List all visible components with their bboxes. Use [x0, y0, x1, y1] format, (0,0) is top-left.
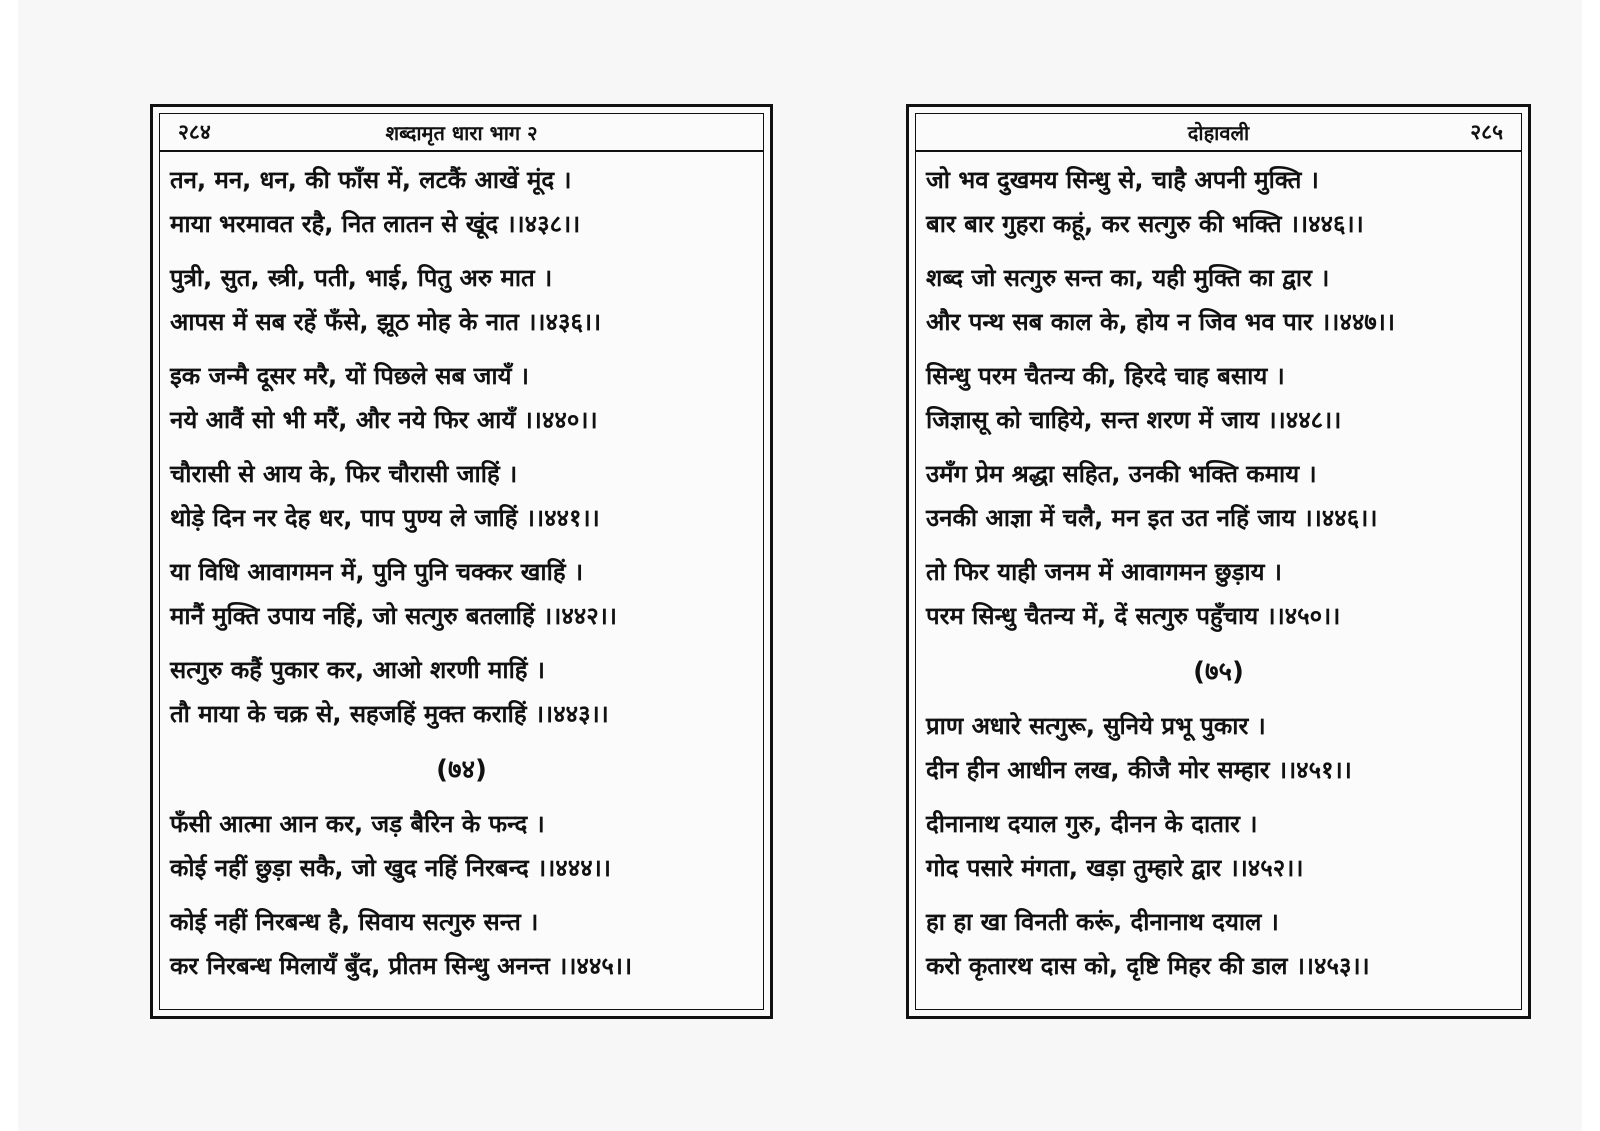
- verse-line: शब्द जो सत्गुरु सन्त का, यही मुक्ति का द्वार ।: [926, 264, 1330, 292]
- couplet-442: [170, 550, 753, 638]
- couplet-445: [170, 900, 753, 988]
- verse-line: सत्गुरु कहैं पुकार कर, आओ शरणी माहिं ।: [170, 656, 545, 684]
- verse-line: तो फिर याही जनम में आवागमन छुड़ाय ।: [926, 558, 1283, 586]
- section-number: (७५): [1193, 657, 1244, 687]
- couplet-451: [926, 704, 1511, 792]
- verse-line: जो भव दुखमय सिन्धु से, चाहै अपनी मुक्ति ।: [926, 166, 1319, 194]
- verse-line: फँसी आत्मा आन कर, जड़ बैरिन के फन्द ।: [170, 810, 545, 838]
- couplet-440: [170, 354, 753, 442]
- verse-line: तौ माया के चक्र से, सहजहिं मुक्त कराहिं ।।४४३।।: [170, 700, 609, 728]
- couplet-453: [926, 900, 1511, 988]
- verse-line: या विधि आवागमन में, पुनि पुनि चक्कर खाहिं ।: [170, 558, 584, 586]
- verse-line: उमँग प्रेम श्रद्धा सहित, उनकी भक्ति कमाय ।: [926, 460, 1317, 488]
- verse-line: बार बार गुहरा कहूं, कर सत्गुरु की भक्ति ।।४४६।।: [926, 210, 1364, 238]
- right-page-title: दोहावली: [1187, 121, 1250, 145]
- verse-line: दीनानाथ दयाल गुरु, दीनन के दातार ।: [926, 810, 1258, 838]
- right-page: [906, 104, 1531, 1019]
- verse-line: चौरासी से आय के, फिर चौरासी जाहिं ।: [170, 460, 518, 488]
- left-page-body: [170, 158, 753, 998]
- verse-line: पुत्री, सुत, स्त्री, पती, भाई, पितु अरु मात ।: [170, 264, 553, 292]
- right-page-body: [926, 158, 1511, 998]
- verse-line: सिन्धु परम चैतन्य की, हिरदे चाह बसाय ।: [926, 362, 1285, 390]
- verse-line: दीन हीन आधीन लख, कीजै मोर सम्हार ।।४५१।।: [926, 756, 1352, 784]
- verse-line: हा हा खा विनती करूं, दीनानाथ दयाल ।: [926, 908, 1279, 936]
- verse-line: प्राण अधारे सत्गुरू, सुनिये प्रभू पुकार ।: [926, 712, 1266, 740]
- couplet-444: [170, 802, 753, 890]
- verse-line: थोड़े दिन नर देह धर, पाप पुण्य ले जाहिं ।।४४१।।: [170, 504, 600, 532]
- verse-line: आपस में सब रहें फँसे, झूठ मोह के नात ।।४३६।।: [170, 308, 602, 336]
- couplet-448: [926, 354, 1511, 442]
- verse-line: कर निरबन्ध मिलायँ बुँद, प्रीतम सिन्धु अनन्त ।।४४५।।: [170, 952, 633, 980]
- verse-line: और पन्थ सब काल के, होय न जिव भव पार ।।४४७।।: [926, 308, 1395, 336]
- section-number: (७४): [436, 755, 487, 785]
- verse-line: उनकी आज्ञा में चलै, मन इत उत नहिं जाय ।।४४६।।: [926, 504, 1378, 532]
- verse-line: कोई नहीं निरबन्ध है, सिवाय सत्गुरु सन्त ।: [170, 908, 539, 936]
- right-page-header: [916, 114, 1521, 152]
- scanned-book-spread: [18, 0, 1582, 1131]
- verse-line: जिज्ञासू को चाहिये, सन्त शरण में जाय ।।४४८।।: [926, 406, 1342, 434]
- right-page-number: २८५: [1470, 120, 1503, 144]
- verse-line: नये आवैं सो भी मरैं, और नये फिर आयँ ।।४४०।।: [170, 406, 598, 434]
- left-page-title: शब्दामृत धारा भाग २: [385, 121, 538, 145]
- verse-line: करो कृतारथ दास को, दृष्टि मिहर की डाल ।।४५३।।: [926, 952, 1370, 980]
- left-page-number: २८४: [178, 120, 211, 144]
- left-page-header: [160, 114, 763, 152]
- verse-line: परम सिन्धु चैतन्य में, दें सत्गुरु पहुँचाय ।।४५०।।: [926, 602, 1341, 630]
- couplet-446: [926, 158, 1511, 246]
- couplet-441: [170, 452, 753, 540]
- right-page-frame: [915, 113, 1522, 1010]
- verse-line: मानैं मुक्ति उपाय नहिं, जो सत्गुरु बतलाहिं ।।४४२।।: [170, 602, 617, 630]
- couplet-438: [170, 158, 753, 246]
- couplet-449: [926, 452, 1511, 540]
- verse-line: कोई नहीं छुड़ा सकै, जो खुद नहिं निरबन्द ।।४४४।।: [170, 854, 611, 882]
- verse-line: गोद पसारे मंगता, खड़ा तुम्हारे द्वार ।।४५२।।: [926, 854, 1304, 882]
- couplet-439: [170, 256, 753, 344]
- verse-line: तन, मन, धन, की फाँस में, लटकैं आखें मूंद ।: [170, 166, 572, 194]
- left-page: [150, 104, 773, 1019]
- verse-line: इक जन्मै दूसर मरै, यों पिछले सब जायँ ।: [170, 362, 529, 390]
- couplet-443: [170, 648, 753, 736]
- couplet-452: [926, 802, 1511, 890]
- couplet-447: [926, 256, 1511, 344]
- left-page-frame: [159, 113, 764, 1010]
- couplet-450: [926, 550, 1511, 638]
- verse-line: माया भरमावत रहै, नित लातन से खूंद ।।४३८।।: [170, 210, 581, 238]
